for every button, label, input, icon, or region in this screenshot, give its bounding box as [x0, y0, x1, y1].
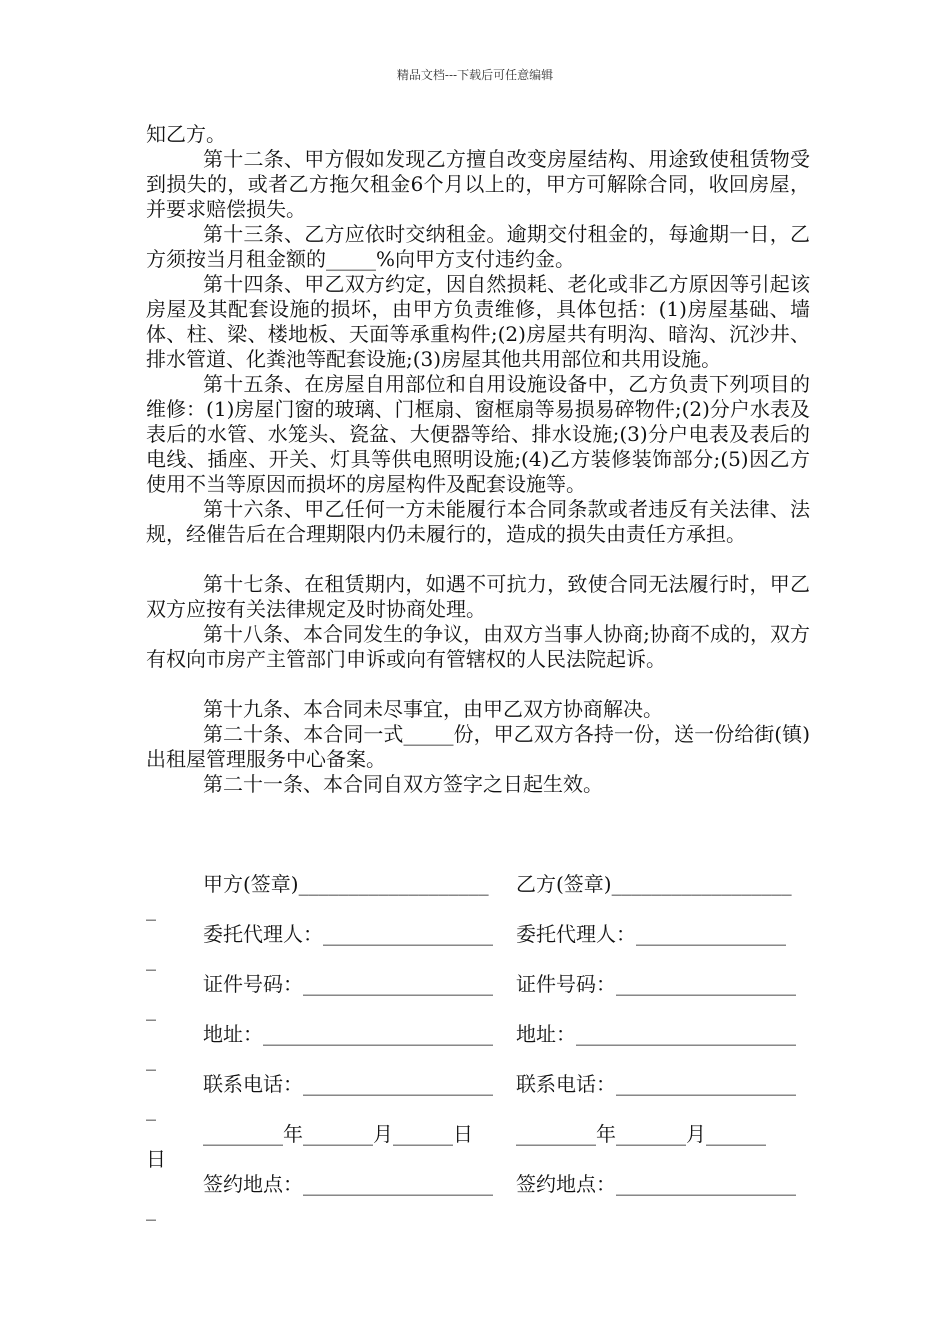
- party-b-place-field: 签约地点：__________________: [516, 1172, 796, 1196]
- date-continuation: 日: [146, 1147, 166, 1171]
- clause-12: 第十二条、甲方假如发现乙方擅自改变房屋结构、用途致使租赁物受到损失的，或者乙方拖欠租金6个月以上的，甲方可解除合同，收回房屋，并要求赔偿损失。: [146, 147, 810, 221]
- party-a-address-field: 地址：_______________________: [203, 1022, 493, 1046]
- party-b-address-field: 地址：______________________: [516, 1022, 796, 1046]
- signature-row-seal: [146, 872, 810, 922]
- party-a-place-field: 签约地点：___________________: [203, 1172, 493, 1196]
- signature-row-agent: [146, 922, 810, 972]
- party-a-agent-field: 委托代理人：_________________: [203, 922, 493, 946]
- line-continuation: _: [146, 1197, 156, 1221]
- clause-13: 第十三条、乙方应依时交纳租金。逾期交付租金的，每逾期一日，乙方须按当月租金额的_____%向甲方支付违约金。: [146, 222, 810, 271]
- clause-21: 第二十一条、本合同自双方签字之日起生效。: [203, 772, 603, 796]
- contract-body: [146, 122, 810, 797]
- party-b-seal-field: 乙方(签章)__________________: [516, 872, 792, 896]
- party-a-seal-field: 甲方(签章)___________________: [203, 872, 489, 896]
- clause-14: 第十四条、甲乙双方约定，因自然损耗、老化或非乙方原因等引起该房屋及其配套设施的损坏，由甲方负责维修，具体包括：(1)房屋基础、墙体、柱、梁、楼地板、天面等承重构件;(2)房屋共有明沟、暗沟、沉沙井、排水管道、化粪池等配套设施;(3)房屋其他共用部位和共用设施。: [146, 272, 810, 371]
- party-a-phone-field: 联系电话：___________________: [203, 1072, 493, 1096]
- clause-20: 第二十条、本合同一式_____份，甲乙双方各持一份，送一份给街(镇)出租屋管理服务中心备案。: [146, 722, 810, 771]
- line-continuation: _: [146, 947, 156, 971]
- line-continuation: _: [146, 997, 156, 1021]
- party-b-id-field: 证件号码：__________________: [516, 972, 796, 996]
- party-b-agent-field: 委托代理人：_______________: [516, 922, 786, 946]
- party-b-date-field: ________年_______月______: [516, 1122, 766, 1146]
- clause-15: 第十五条、在房屋自用部位和自用设施设备中，乙方负责下列项目的维修：(1)房屋门窗的玻璃、门框扇、窗框扇等易损易碎物件;(2)分户水表及表后的水管、水笼头、瓷盆、大便器等给、排水设施;(3)分户电表及表后的电线、插座、开关、灯具等供电照明设施;(4)乙方装修装饰部分;(5)因乙方使用不当等原因而损坏的房屋构件及配套设施等。: [146, 372, 810, 496]
- clause-16: 第十六条、甲乙任何一方未能履行本合同条款或者违反有关法律、法规，经催告后在合理期限内仍未履行的，造成的损失由责任方承担。: [146, 497, 810, 546]
- line-continuation: _: [146, 1097, 156, 1121]
- line-continuation: _: [146, 1047, 156, 1071]
- clause-19: 第十九条、本合同未尽事宜，由甲乙双方协商解决。: [203, 697, 663, 721]
- signature-row-date: [146, 1122, 810, 1172]
- line-continuation: _: [146, 897, 156, 921]
- page-header: 精品文档---下载后可任意编辑: [396, 68, 554, 82]
- paragraph-0: 知乙方。: [146, 122, 226, 146]
- signature-row-phone: [146, 1072, 810, 1122]
- clause-18: 第十八条、本合同发生的争议，由双方当事人协商;协商不成的，双方有权向市房产主管部门申诉或向有管辖权的人民法院起诉。: [146, 622, 810, 671]
- party-a-id-field: 证件号码：___________________: [203, 972, 493, 996]
- signature-row-id: [146, 972, 810, 1022]
- signature-block: [146, 872, 810, 1222]
- party-b-phone-field: 联系电话：__________________: [516, 1072, 796, 1096]
- clause-17: 第十七条、在租赁期内，如遇不可抗力，致使合同无法履行时，甲乙双方应按有关法律规定及时协商处理。: [146, 572, 810, 621]
- signature-row-place: [146, 1172, 810, 1222]
- signature-row-address: [146, 1022, 810, 1072]
- party-a-date-field: ________年_______月______日: [203, 1122, 473, 1146]
